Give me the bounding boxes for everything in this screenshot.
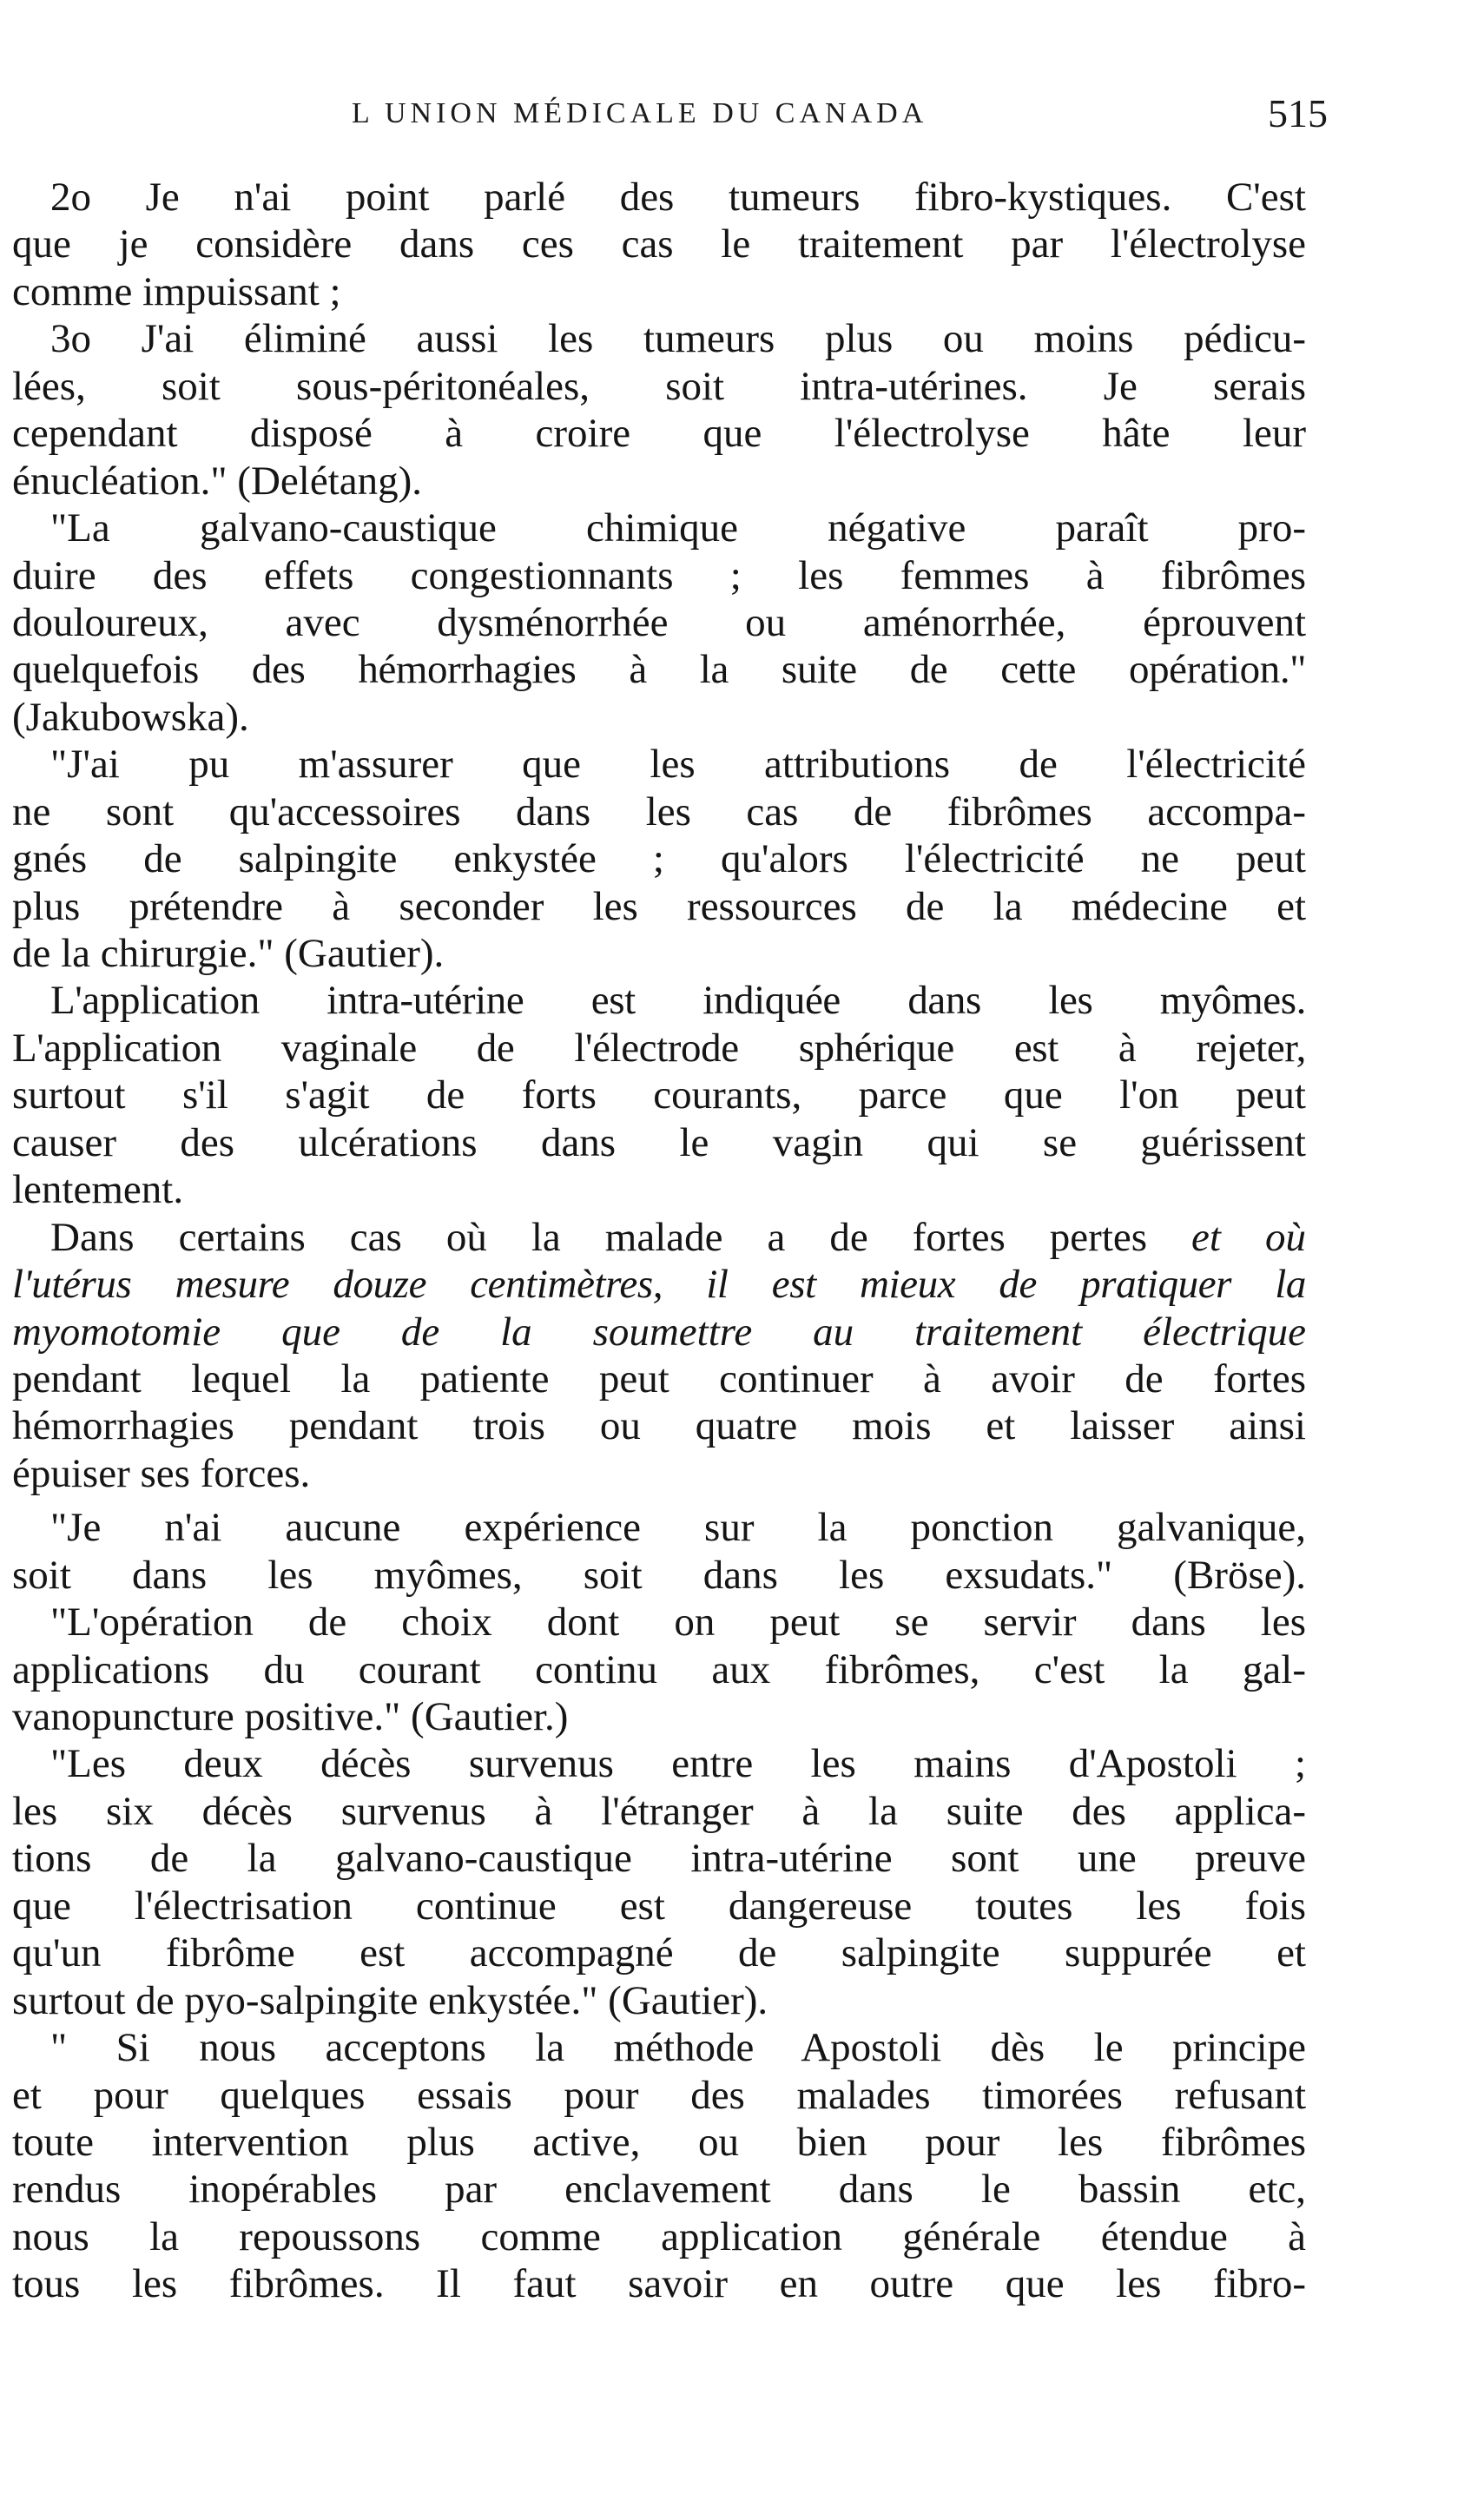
text-line: L'application vaginale de l'électrode sphérique est à rejeter, xyxy=(12,1025,1306,1071)
text-line: "L'opération de choix dont on peut se servir dans les xyxy=(50,1600,1306,1646)
text-line: toute intervention plus active, ou bien pour les fibrômes xyxy=(12,2119,1306,2165)
text-line: " Si nous acceptons la méthode Apostoli dès le principe xyxy=(50,2025,1306,2071)
text-line: lées, soit sous-péritonéales, soit intra-utérines. Je serais xyxy=(12,363,1306,409)
text-line: que l'électrisation continue est dangereuse toutes les fois xyxy=(12,1883,1306,1929)
text-line: causer des ulcérations dans le vagin qui se guérissent xyxy=(12,1119,1306,1165)
text-line: plus prétendre à seconder les ressources de la médecine et xyxy=(12,883,1306,929)
running-head: L UNION MÉDICALE DU CANADA xyxy=(352,97,928,129)
text-line: rendus inopérables par enclavement dans le bassin etc, xyxy=(12,2167,1306,2213)
text-line: tous les fibrômes. Il faut savoir en outre que les fibro- xyxy=(12,2261,1306,2307)
text-line: épuiser ses forces. xyxy=(12,1450,311,1496)
text-line: lentement. xyxy=(12,1167,184,1213)
text-line: L'application intra-utérine est indiquée dans les myômes. xyxy=(50,978,1306,1024)
italic-text: l'utérus mesure douze centimètres, il est mieux de pratiquer la xyxy=(12,1262,1306,1308)
text-line: "Les deux décès survenus entre les mains d'Apostoli ; xyxy=(50,1741,1306,1787)
text-line: 3o J'ai éliminé aussi les tumeurs plus ou moins pédicu- xyxy=(50,316,1306,362)
text-line: tions de la galvano-caustique intra-utérine sont une preuve xyxy=(12,1836,1306,1882)
text-line xyxy=(12,1261,1306,1308)
text-line: vanopuncture positive." (Gautier.) xyxy=(12,1694,569,1739)
text-line xyxy=(12,1309,1306,1356)
text-line: comme impuissant ; xyxy=(12,268,341,314)
text-line: "Je n'ai aucune expérience sur la ponction galvanique, xyxy=(50,1505,1306,1551)
text-line: cependant disposé à croire que l'électrolyse hâte leur xyxy=(12,411,1306,457)
body-text xyxy=(12,174,1306,2308)
text-line: duire des effets congestionnants ; les femmes à fibrômes xyxy=(12,552,1306,598)
text-line: ne sont qu'accessoires dans les cas de fibrômes accompa- xyxy=(12,788,1306,834)
text-line: applications du courant continu aux fibrômes, c'est la gal- xyxy=(12,1646,1306,1692)
text-segment: Dans certains cas où la malade a de fortes pertes xyxy=(50,1214,1192,1260)
italic-text: et où xyxy=(1191,1214,1306,1260)
text-line: surtout de pyo-salpingite enkystée." (Gautier). xyxy=(12,1977,768,2023)
text-line xyxy=(12,1214,1306,1261)
text-line: quelquefois des hémorrhagies à la suite de cette opération." xyxy=(12,647,1306,693)
text-line: (Jakubowska). xyxy=(12,694,249,740)
text-line: 2o Je n'ai point parlé des tumeurs fibro-kystiques. C'est xyxy=(50,175,1306,220)
text-line: "J'ai pu m'assurer que les attributions de l'électricité xyxy=(50,742,1306,788)
text-line: pendant lequel la patiente peut continuer à avoir de fortes xyxy=(12,1356,1306,1402)
text-line: nous la repoussons comme application générale étendue à xyxy=(12,2213,1306,2259)
text-line: de la chirurgie." (Gautier). xyxy=(12,931,445,976)
text-line: énucléation." (Delétang). xyxy=(12,458,422,504)
text-line: et pour quelques essais pour des malades timorées refusant xyxy=(12,2072,1306,2118)
page-number: 515 xyxy=(1268,91,1328,135)
text-line: que je considère dans ces cas le traitement par l'électrolyse xyxy=(12,221,1306,267)
text-line: les six décès survenus à l'étranger à la suite des applica- xyxy=(12,1788,1306,1834)
text-line: douloureux, avec dysménorrhée ou aménorrhée, éprouvent xyxy=(12,599,1306,645)
text-line: gnés de salpingite enkystée ; qu'alors l'électricité ne peut xyxy=(12,836,1306,882)
italic-text: myomotomie que de la soumettre au traitement électrique xyxy=(12,1309,1306,1355)
text-line: surtout s'il s'agit de forts courants, parce que l'on peut xyxy=(12,1072,1306,1118)
text-line: hémorrhagies pendant trois ou quatre mois et laisser ainsi xyxy=(12,1403,1306,1449)
text-line: soit dans les myômes, soit dans les exsudats." (Bröse). xyxy=(12,1552,1306,1598)
text-line: "La galvano-caustique chimique négative paraît pro- xyxy=(50,505,1306,551)
text-line: qu'un fibrôme est accompagné de salpingite suppurée et xyxy=(12,1930,1306,1976)
